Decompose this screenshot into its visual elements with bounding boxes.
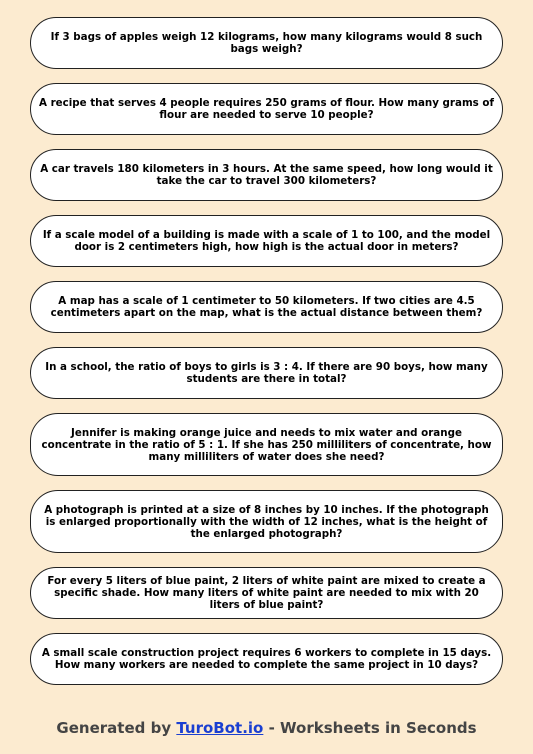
question-text: A small scale construction project requires 6 workers to complete in 15 days. How many workers are needed to complete the same project in 10 days? bbox=[41, 647, 492, 671]
question-card-3 bbox=[30, 149, 503, 201]
question-text: A photograph is printed at a size of 8 inches by 10 inches. If the photograph is enlarged proportionally with the width of 12 inches, what is the height of the enlarged photograph? bbox=[44, 503, 489, 540]
footer-suffix: - Worksheets in Seconds bbox=[263, 719, 477, 737]
question-card-1 bbox=[30, 17, 503, 69]
question-card-7 bbox=[30, 413, 503, 476]
question-card-10 bbox=[30, 633, 503, 685]
question-text: For every 5 liters of blue paint, 2 liters of white paint are mixed to create a specific shade. How many liters of white paint are needed to mix with 20 liters of blue paint? bbox=[47, 575, 486, 611]
footer bbox=[0, 719, 533, 737]
turobot-link[interactable]: TuroBot.io bbox=[176, 719, 264, 737]
footer-prefix: Generated by bbox=[56, 719, 177, 737]
worksheet-questions bbox=[30, 17, 503, 699]
question-card-5 bbox=[30, 281, 503, 333]
question-text: A car travels 180 kilometers in 3 hours. At the same speed, how long would it take the car to travel 300 kilometers? bbox=[40, 163, 493, 187]
question-text: If a scale model of a building is made with a scale of 1 to 100, and the model door is 2 centimeters high, how high is the actual door in meters? bbox=[42, 229, 491, 253]
question-card-4 bbox=[30, 215, 503, 267]
question-card-9 bbox=[30, 567, 503, 619]
question-card-6 bbox=[30, 347, 503, 399]
question-text: In a school, the ratio of boys to girls is 3 : 4. If there are 90 boys, how many students are there in total? bbox=[45, 361, 488, 385]
question-text: A map has a scale of 1 centimeter to 50 kilometers. If two cities are 4.5 centimeters apart on the map, what is the actual distance between them? bbox=[50, 295, 483, 319]
question-text: Jennifer is making orange juice and needs to mix water and orange concentrate in the ratio of 5 : 1. If she has 250 milliliters of concentrate, how many milliliters of water does she need? bbox=[41, 426, 492, 463]
question-card-8 bbox=[30, 490, 503, 553]
question-card-2 bbox=[30, 83, 503, 135]
question-text: A recipe that serves 4 people requires 250 grams of flour. How many grams of flour are needed to serve 10 people? bbox=[39, 97, 494, 121]
question-text: If 3 bags of apples weigh 12 kilograms, how many kilograms would 8 such bags weigh? bbox=[50, 31, 483, 55]
